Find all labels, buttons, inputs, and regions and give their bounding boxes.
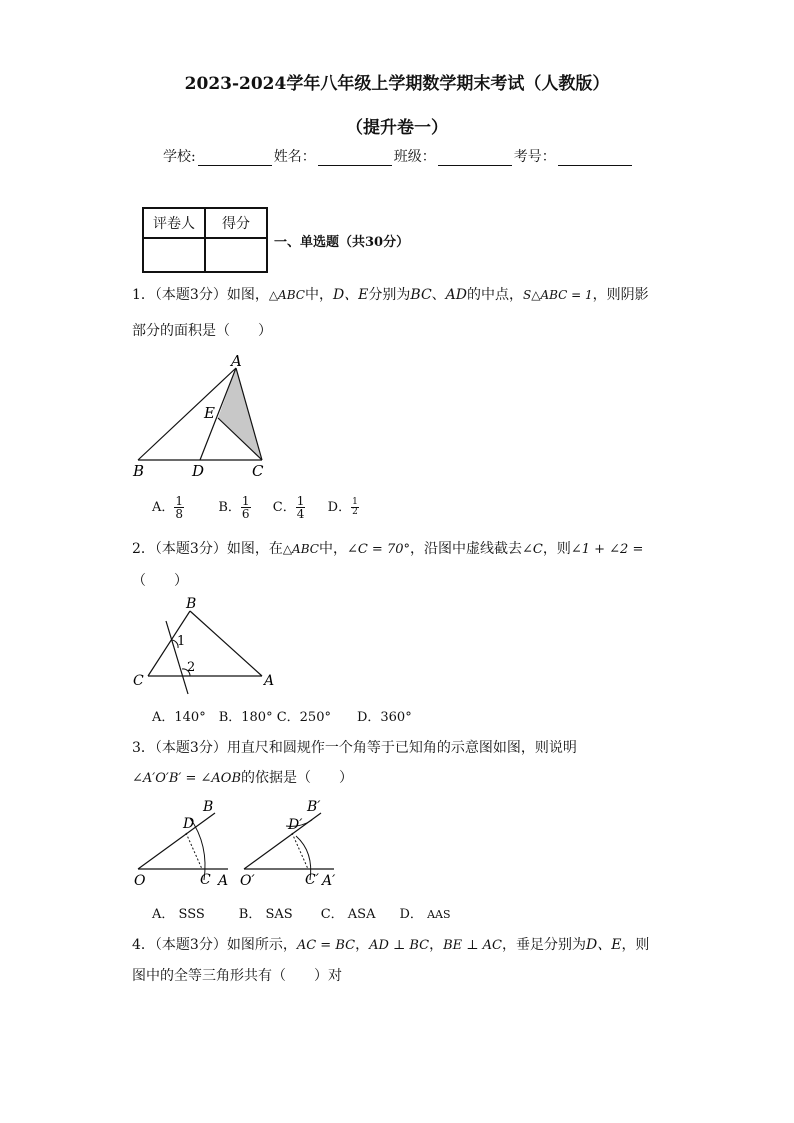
- q1-option-a-num: 1: [175, 494, 184, 508]
- q1-text-5: ，则阴影: [592, 287, 649, 303]
- q4-condition-3: BE ⊥ AC: [443, 938, 502, 953]
- class-label: 班级：: [393, 149, 436, 165]
- q4-text-1: ，: [355, 937, 370, 953]
- student-info-line: [163, 146, 634, 166]
- q3-label-b: B: [203, 799, 214, 815]
- q4-prefix: 4．（本题3分）如图所示，: [132, 937, 297, 953]
- q3-option-c-label: C．: [320, 907, 344, 922]
- exam-no-label: 考号：: [513, 149, 556, 165]
- question-1-line-2: 部分的面积是（ ）: [132, 323, 272, 339]
- q2-angle-c: ∠C: [522, 542, 543, 557]
- q1-option-c-label: C．: [272, 500, 296, 515]
- page-subtitle: （提升卷一）: [346, 118, 448, 138]
- name-field[interactable]: [318, 151, 392, 166]
- reviewer-header: 评卷人: [143, 208, 205, 238]
- q3-label-c-prime: C′: [305, 872, 319, 888]
- question-4-text: [132, 934, 649, 954]
- q3-label-c: C: [200, 872, 211, 888]
- q3-label-d-prime: D′: [288, 817, 303, 833]
- q1-option-d-den: 2: [352, 507, 358, 517]
- q1-option-a-label: A．: [152, 500, 175, 515]
- q4-points-de: D、E: [585, 937, 622, 953]
- q1-option-d-label: D．: [327, 500, 352, 515]
- question-3-line-2: [132, 767, 353, 787]
- q2-label-b: B: [186, 596, 197, 612]
- q1-option-d-num: 1: [352, 497, 358, 507]
- q1-triangle-figure: [128, 350, 278, 482]
- q1-points-de: D、E: [332, 287, 369, 303]
- q2-text-3: ，则: [542, 541, 571, 557]
- q4-text-4: ，则: [621, 937, 650, 953]
- q4-text-3: ，垂足分别为: [501, 937, 586, 953]
- q3-option-a-text: SSS: [178, 907, 205, 922]
- q3-option-a[interactable]: [152, 907, 205, 922]
- q1-option-c-den: 4: [296, 507, 305, 521]
- q1-option-a[interactable]: [152, 494, 184, 521]
- q3-compass-figure: [128, 793, 348, 893]
- q3-option-d[interactable]: [399, 907, 450, 922]
- exam-no-field[interactable]: [558, 151, 632, 166]
- name-label: 姓名：: [273, 149, 316, 165]
- q3-options: [152, 903, 451, 922]
- q1-text-4: 的中点，: [467, 287, 524, 303]
- q2-text-2: ，沿图中虚线截去: [410, 541, 522, 557]
- q1-segment-bc: BC: [410, 287, 432, 303]
- q2-label-a: A: [264, 673, 275, 689]
- q1-text-2: 分别为: [368, 287, 411, 303]
- q3-equation: ∠A′O′B′ = ∠AOB: [132, 771, 241, 786]
- q2-label-1: 1: [177, 634, 186, 649]
- school-label: 学校:: [163, 149, 196, 165]
- q1-option-b[interactable]: [218, 494, 250, 521]
- q1-label-a: A: [231, 352, 242, 370]
- q1-option-c-num: 1: [296, 494, 305, 508]
- q2-label-2: 2: [187, 660, 196, 675]
- school-field[interactable]: [198, 151, 272, 166]
- q3-text-1: 的依据是（ ）: [241, 770, 353, 786]
- q1-text-1: 中，: [304, 287, 333, 303]
- q1-area: S△ABC = 1: [523, 288, 593, 302]
- q3-option-b-label: B．: [238, 907, 262, 922]
- page-title: 2023-2024学年八年级上学期数学期末考试（人教版）: [184, 74, 610, 94]
- q4-condition-2: AD ⊥ BC: [369, 938, 430, 953]
- q1-option-a-den: 8: [175, 507, 184, 521]
- q3-option-d-label: D．: [399, 907, 423, 922]
- question-1-text: [132, 284, 649, 304]
- q1-triangle: △ABC: [268, 288, 305, 302]
- q4-text-2: ，: [429, 937, 444, 953]
- q3-option-c[interactable]: [321, 907, 376, 922]
- question-2-line-2: （ ）: [132, 573, 188, 589]
- q2-triangle: △ABC: [282, 542, 319, 556]
- q1-option-b-label: B．: [218, 500, 241, 515]
- q2-options[interactable]: A．140° B．180° C．250° D．360°: [152, 710, 412, 725]
- score-header: 得分: [205, 208, 267, 238]
- q4-condition-1: AC = BC: [296, 938, 356, 953]
- question-4-line-2: 图中的全等三角形共有（ ）对: [132, 968, 342, 984]
- q3-option-c-text: ASA: [347, 907, 376, 922]
- score-table: [142, 207, 268, 273]
- q1-label-e: E: [204, 404, 215, 422]
- q3-label-a-prime: A′: [322, 873, 336, 889]
- q3-label-a: A: [218, 873, 229, 889]
- question-2-text: [132, 538, 643, 558]
- q1-option-d[interactable]: [327, 497, 359, 517]
- q3-label-d: D: [183, 816, 195, 832]
- q1-text-3: 、: [431, 287, 446, 303]
- q1-label-c: C: [252, 462, 264, 480]
- q3-label-o-prime: O′: [240, 873, 255, 889]
- q3-option-a-label: A．: [152, 907, 175, 922]
- reviewer-cell[interactable]: [143, 238, 205, 272]
- q1-options: [152, 495, 359, 520]
- q1-segment-ad: AD: [445, 287, 468, 303]
- q2-angle: ∠C = 70°: [346, 542, 410, 557]
- q3-option-d-text: AAS: [427, 908, 451, 921]
- class-field[interactable]: [438, 151, 512, 166]
- question-3-line-1: 3．（本题3分）用直尺和圆规作一个角等于已知角的示意图如图，则说明: [132, 740, 577, 756]
- q2-sum: ∠1 + ∠2 =: [570, 542, 644, 557]
- q1-option-b-den: 6: [241, 507, 250, 521]
- q2-text-1: 中，: [318, 541, 347, 557]
- q1-label-b: B: [133, 462, 145, 480]
- q1-option-c[interactable]: [272, 494, 306, 521]
- section-title: 一、单选题（共30分）: [274, 235, 410, 250]
- q3-label-o: O: [134, 873, 146, 889]
- q3-option-b-text: SAS: [265, 907, 293, 922]
- q3-option-b[interactable]: [239, 907, 293, 922]
- q1-label-d: D: [192, 462, 205, 480]
- q2-label-c: C: [133, 673, 144, 689]
- q2-triangle-figure: [128, 592, 278, 696]
- q2-prefix: 2．（本题3分）如图，在: [132, 541, 283, 557]
- q1-option-b-num: 1: [241, 494, 250, 508]
- q3-label-b-prime: B′: [307, 799, 321, 815]
- score-cell[interactable]: [205, 238, 267, 272]
- q1-prefix: 1．（本题3分）如图，: [132, 287, 269, 303]
